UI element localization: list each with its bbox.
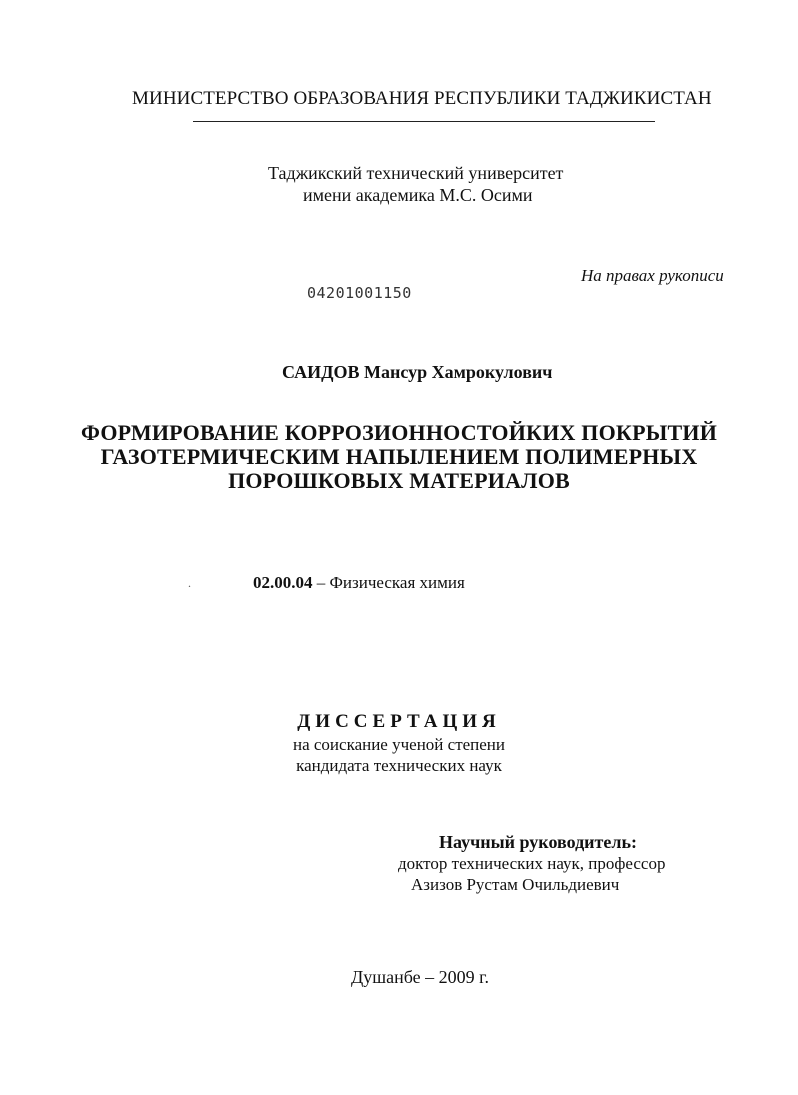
- specialty: [253, 572, 465, 594]
- header-divider: [193, 121, 655, 122]
- specialty-code: 02.00.04: [253, 573, 313, 592]
- author-surname: САИДОВ: [282, 362, 360, 382]
- thesis-title-line: ГАЗОТЕРМИЧЕСКИМ НАПЫЛЕНИЕМ ПОЛИМЕРНЫХ: [100, 444, 698, 469]
- author-given-name: Мансур Хамрокулович: [364, 362, 553, 382]
- advisor-heading: Научный руководитель:: [439, 832, 637, 852]
- work-type: ДИССЕРТАЦИЯ: [297, 711, 501, 732]
- author-name: [282, 361, 552, 383]
- ministry-header: МИНИСТЕРСТВО ОБРАЗОВАНИЯ РЕСПУБЛИКИ ТАДЖИКИСТАН: [132, 88, 712, 109]
- advisor-name: Азизов Рустам Очильдиевич: [411, 875, 620, 894]
- manuscript-rights-note: На правах рукописи: [581, 266, 724, 285]
- thesis-title-line: ФОРМИРОВАНИЕ КОРРОЗИОННОСТОЙКИХ ПОКРЫТИЙ: [80, 420, 718, 445]
- advisor-title: доктор технических наук, профессор: [398, 854, 666, 873]
- university-name-line2: имени академика М.С. Осими: [303, 185, 533, 205]
- thesis-title-line: ПОРОШКОВЫХ МАТЕРИАЛОВ: [228, 468, 570, 493]
- degree-line: на соискание ученой степени: [292, 735, 506, 754]
- specialty-name: – Физическая химия: [316, 573, 465, 592]
- registry-code: 04201001150: [307, 284, 412, 302]
- degree-line: кандидата технических наук: [296, 756, 502, 775]
- stray-mark: .: [188, 576, 191, 590]
- university-name: Таджикский технический университет: [268, 163, 564, 183]
- place-and-year: Душанбе – 2009 г.: [351, 967, 490, 987]
